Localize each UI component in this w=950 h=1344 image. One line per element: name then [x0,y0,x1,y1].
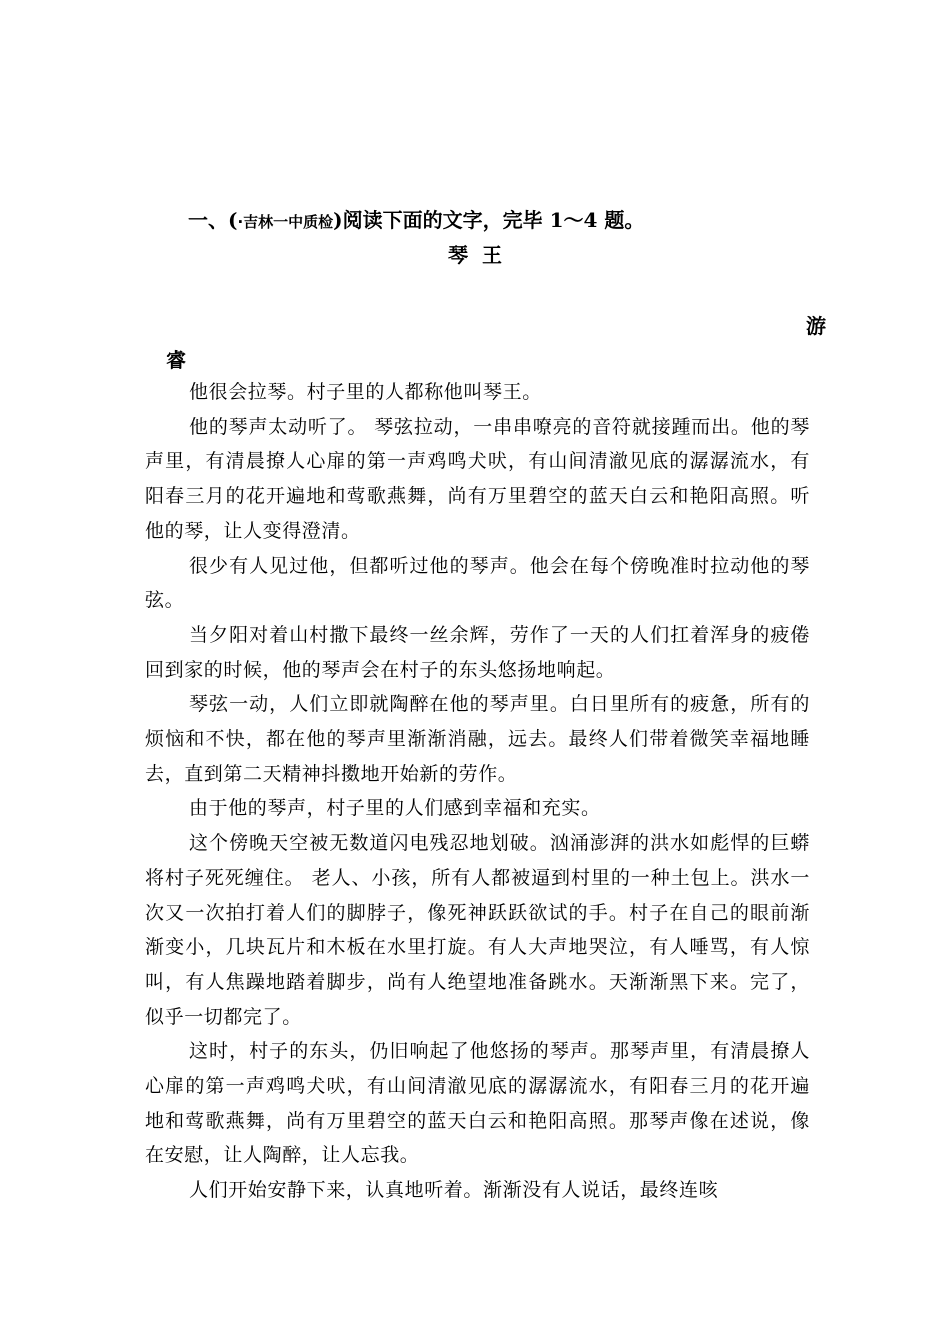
article-title: 琴王 [448,243,516,267]
question-instruction: )阅读下面的文字，完毕 1～4 题。 [333,208,645,232]
question-source: ·吉林一中质检 [237,213,334,231]
question-header [188,203,644,239]
paragraph: 他很会拉琴。村子里的人都称他叫琴王。 [189,381,542,403]
paragraph: 由于他的琴声，村子里的人们感到幸福和充实。 [189,797,601,820]
paragraph: 这个傍晚天空被无数道闪电残忍地划破。汹涌澎湃的洪水如彪悍的巨蟒将村子死死缠住。 老人、小孩，所有人都被逼到村里的一种土包上。洪水一次又一次拍打着人们的脚脖子，像死神跃跃欲试的手。村子在自己的眼前渐渐变小，几块瓦片和木板在水里打旋。有人大声地哭泣，有人唾骂，有人惊叫，有人焦躁地踏着脚步，尚有人绝望地准备跳水。天渐渐黑下来。完了，似乎一切都完了。 [145,832,810,1028]
paragraph: 人们开始安静下来，认真地听着。渐渐没有人说话，最终连咳 [189,1179,719,1202]
paragraph: 当夕阳对着山村撒下最终一丝余辉，劳作了一天的人们扛着浑身的疲倦回到家的时候，他的琴声会在村子的东头悠扬地响起。 [145,623,810,681]
paragraph: 他的琴声太动听了。 琴弦拉动，一串串嘹亮的音符就接踵而出。他的琴声里，有清晨撩人心扉的第一声鸡鸣犬吠，有山间清澈见底的潺潺流水，有阳春三月的花开遍地和莺歌燕舞，尚有万里碧空的蓝天白云和艳阳高照。听他的琴，让人变得澄清。 [145,415,810,542]
question-prefix: 一、( [188,208,238,232]
article-body [145,375,810,1208]
article-author-first: 游 [806,314,826,338]
paragraph: 很少有人见过他，但都听过他的琴声。他会在每个傍晚准时拉动他的琴弦。 [145,554,810,612]
paragraph: 琴弦一动，人们立即就陶醉在他的琴声里。白日里所有的疲惫，所有的烦恼和不快，都在他的琴声里渐渐消融，远去。最终人们带着微笑幸福地睡去，直到第二天精神抖擞地开始新的劳作。 [145,693,810,785]
article-author-second: 睿 [166,348,186,372]
paragraph: 这时，村子的东头，仍旧响起了他悠扬的琴声。那琴声里，有清晨撩人心扉的第一声鸡鸣犬吠，有山间清澈见底的潺潺流水，有阳春三月的花开遍地和莺歌燕舞，尚有万里碧空的蓝天白云和艳阳高照。那琴声像在述说，像在安慰，让人陶醉，让人忘我。 [145,1040,810,1167]
